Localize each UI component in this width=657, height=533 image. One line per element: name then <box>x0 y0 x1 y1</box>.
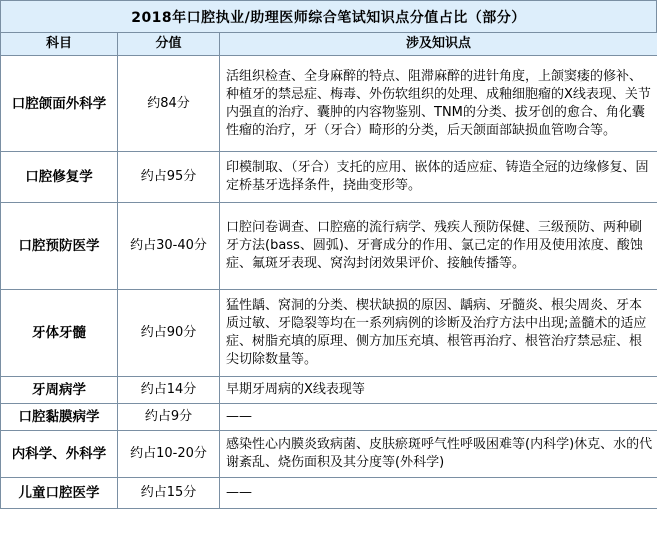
table-row <box>1 152 657 203</box>
row-points: —— <box>220 404 657 431</box>
table-title: 2018年口腔执业/助理医师综合笔试知识点分值占比（部分） <box>0 0 657 33</box>
table-row <box>1 56 657 152</box>
row-subject: 儿童口腔医学 <box>1 478 118 509</box>
row-score: 约84分 <box>118 56 220 152</box>
row-points: 早期牙周病的X线表现等 <box>220 377 657 404</box>
row-subject: 口腔预防医学 <box>1 203 118 290</box>
row-score: 约占10-20分 <box>118 431 220 478</box>
header-subject: 科目 <box>1 33 118 56</box>
row-points: 猛性龋、窝洞的分类、楔状缺损的原因、龋病、牙髓炎、根尖周炎、牙本质过敏、牙隐裂等均在一系列病例的诊断及治疗方法中出现;盖髓术的适应症、树脂充填的原理、侧方加压充填、根管再治疗、根管治疗禁忌症、根尖切除数量等。 <box>220 290 657 377</box>
table-row <box>1 431 657 478</box>
row-score: 约占15分 <box>118 478 220 509</box>
row-score: 约占30-40分 <box>118 203 220 290</box>
table-row <box>1 290 657 377</box>
row-score: 约占90分 <box>118 290 220 377</box>
table-row <box>1 478 657 509</box>
row-points: —— <box>220 478 657 509</box>
row-points: 印模制取、（牙合）支托的应用、嵌体的适应症、铸造全冠的边缘修复、固定桥基牙选择条件，挠曲变形等。 <box>220 152 657 203</box>
row-subject: 口腔修复学 <box>1 152 118 203</box>
row-subject: 牙周病学 <box>1 377 118 404</box>
row-subject: 口腔颌面外科学 <box>1 56 118 152</box>
score-distribution-table <box>0 32 657 509</box>
row-subject: 口腔黏膜病学 <box>1 404 118 431</box>
row-points: 口腔问卷调查、口腔癌的流行病学、残疾人预防保健、三级预防、两种刷牙方法(bass、圆弧)、牙膏成分的作用、氯己定的作用及使用浓度、酸蚀症、氟斑牙表现、窝沟封闭效果评价、接触传播等。 <box>220 203 657 290</box>
row-points: 感染性心内膜炎致病菌、皮肤瘀斑呼气性呼吸困难等(内科学)休克、水的代谢紊乱、烧伤面积及其分度等(外科学) <box>220 431 657 478</box>
table-row <box>1 377 657 404</box>
table-row <box>1 203 657 290</box>
row-score: 约占95分 <box>118 152 220 203</box>
header-points: 涉及知识点 <box>220 33 657 56</box>
table-header-row <box>1 33 657 56</box>
row-score: 约占9分 <box>118 404 220 431</box>
header-score: 分值 <box>118 33 220 56</box>
row-points: 活组织检查、全身麻醉的特点、阻滞麻醉的进针角度，上颌窦瘘的修补、种植牙的禁忌症、梅毒、外伤软组织的处理、成釉细胞瘤的X线表现、关节内强直的治疗、囊肿的内容物鉴别、TNM的分类、拔牙创的愈合、角化囊性瘤的治疗，牙（牙合）畸形的分类，后天颌面部缺损血管吻合等。 <box>220 56 657 152</box>
table-row <box>1 404 657 431</box>
row-score: 约占14分 <box>118 377 220 404</box>
row-subject: 内科学、外科学 <box>1 431 118 478</box>
row-subject: 牙体牙髓 <box>1 290 118 377</box>
